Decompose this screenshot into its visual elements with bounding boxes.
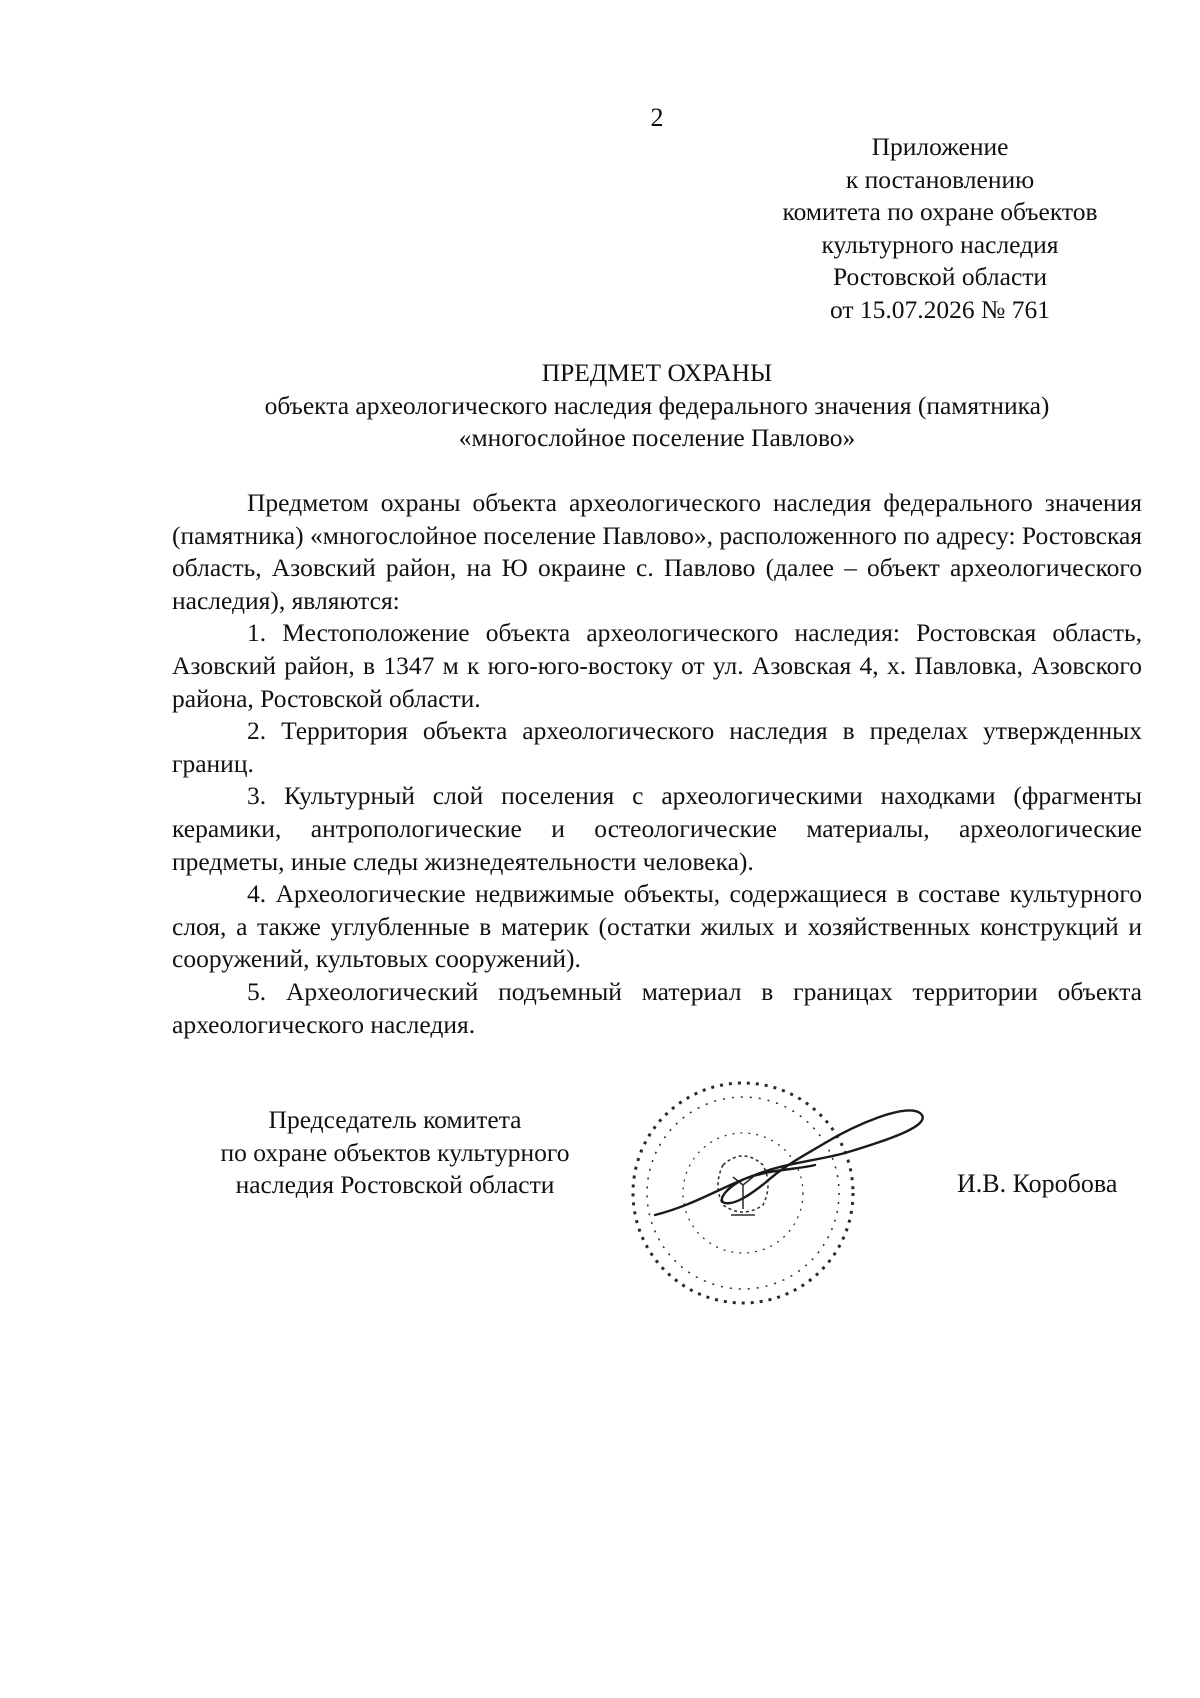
appendix-line: Ростовской области — [832, 262, 1048, 291]
title-heading: ПРЕДМЕТ ОХРАНЫ — [541, 358, 773, 387]
body-item: 1. Местоположение объекта археологического наследия: Ростовская область, Азовский район, в 1347 м к юго-юго-востоку от ул. Азовская 4, х. Павловка, Азовского района, Ростовской области. — [172, 618, 1142, 713]
appendix-line: от 15.07.2026 № 761 — [829, 294, 1050, 324]
body-item: 3. Культурный слой поселения с археологическими находками (фрагменты керамики, антропологические и остеологические материалы, археологические предметы, иные следы жизнедеятельности человека). — [172, 781, 1142, 876]
position-line: Председатель комитета — [268, 1105, 522, 1134]
appendix-header — [740, 131, 1140, 326]
appendix-line: культурного наследия — [821, 229, 1059, 259]
body-item: 2. Территория объекта археологического наследия в пределах утвержденных границ. — [172, 716, 1142, 778]
page-number: 2 — [650, 103, 664, 132]
appendix-line: Приложение — [871, 132, 1009, 161]
position-line: наследия Ростовской области — [235, 1170, 555, 1200]
body-item: 4. Археологические недвижимые объекты, содержащиеся в составе культурного слоя, а также углубленные в материк (остатки жилых и хозяйственных конструкций и сооружений, культовых сооружений). — [172, 879, 1142, 974]
document-title — [172, 357, 1142, 455]
appendix-line: комитета по охране объектов — [782, 197, 1098, 226]
official-seal-icon — [633, 1083, 853, 1303]
document-body — [172, 487, 1142, 1041]
body-item: 5. Археологический подъемный материал в границах территории объекта археологического наследия. — [172, 976, 1142, 1039]
official-seal-and-signature — [615, 1065, 945, 1315]
position-line: по охране объектов культурного — [220, 1137, 570, 1167]
body-intro: Предметом охраны объекта археологического наследия федерального значения (памятника) «многослойное поселение Павлово», расположенного по адресу: Ростовская область, Азовский район, на Ю окраине с. Павлово (далее – объект археологического наследия), являются: — [172, 488, 1142, 615]
signature-icon — [655, 1110, 923, 1215]
signer-name: И.В. Коробова — [957, 1169, 1118, 1198]
title-subtitle: «многослойное поселение Павлово» — [458, 423, 856, 452]
signatory-position — [185, 1104, 605, 1202]
appendix-line: к постановлению — [845, 164, 1035, 194]
title-subtitle: объекта археологического наследия федерального значения (памятника) — [264, 390, 1050, 420]
